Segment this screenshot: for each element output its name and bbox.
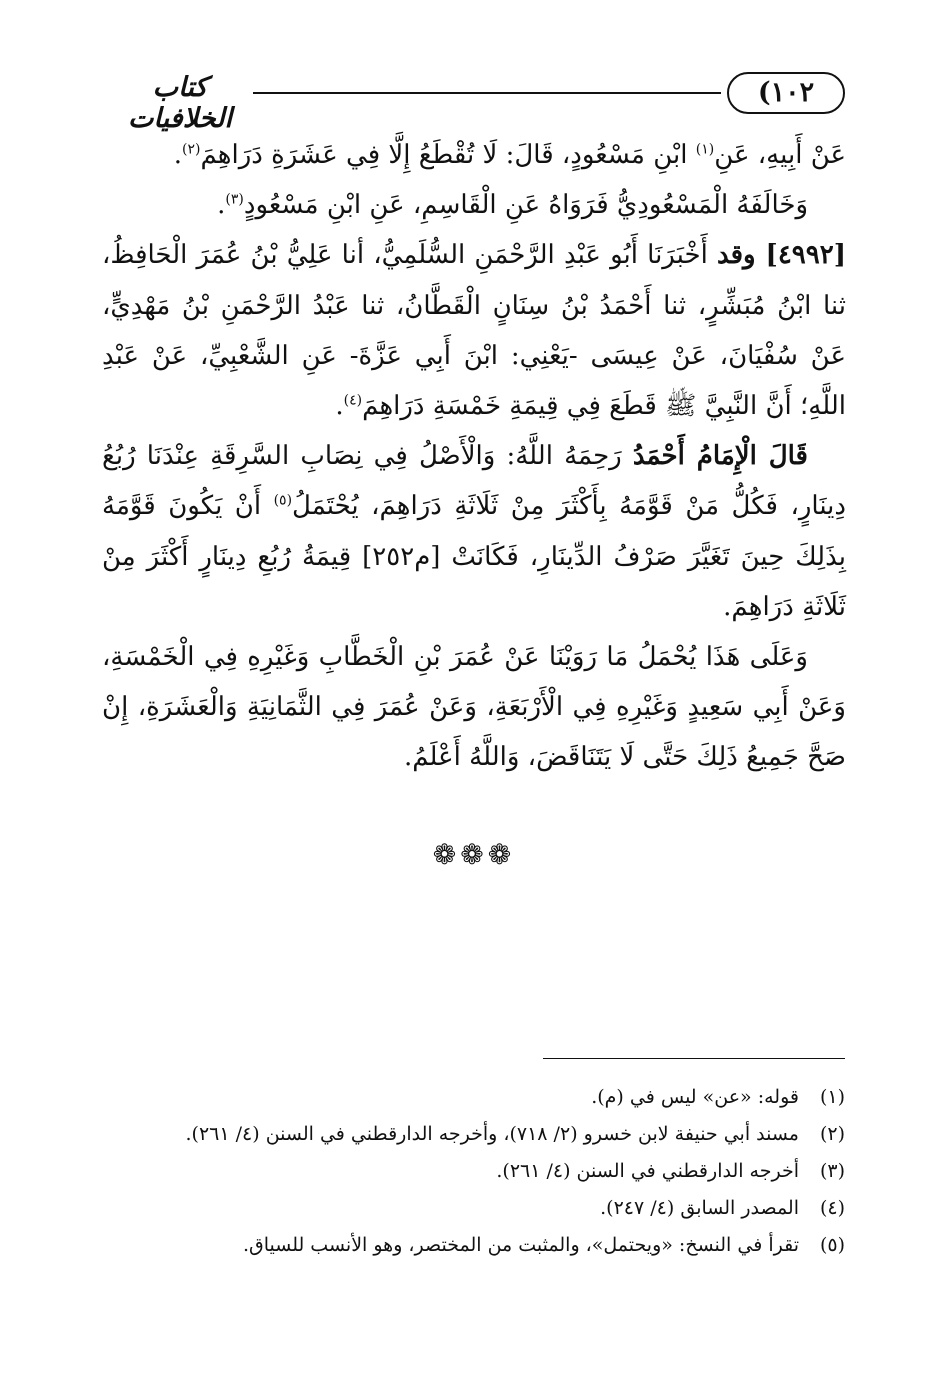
footnote-number: (٢) xyxy=(819,1123,845,1145)
text-segment: أَخْبَرَنَا أَبُو عَبْدِ الرَّحْمَنِ السُّلَمِيُّ، أنا عَلِيُّ بْنُ عُمَرَ الْحَافِظُ، ثنا ابْنُ مُبَشِّرٍ، ثنا أَحْمَدُ بْنُ سِنَانٍ الْقَطَّانُ، ثنا عَبْدُ الرَّحْمَنِ بْنُ مَهْدِيٍّ، عَنْ سُفْيَانَ، عَنْ عِيسَى -يَعْنِي: ابْنَ أَبِي عَزَّةَ- عَنِ الشَّعْبِيِّ، عَنْ عَبْدِ اللَّهِ؛ أَنَّ النَّبِيَّ ﷺ قَطَعَ فِي قِيمَةِ خَمْسَةِ دَرَاهِمَ xyxy=(102,240,846,422)
footnote-number: (١) xyxy=(819,1086,845,1108)
text-marker: وقد xyxy=(716,240,756,271)
main-text xyxy=(102,130,846,783)
footnote-item xyxy=(100,1116,845,1153)
text-segment: وَعَلَى هَذَا يُحْمَلُ مَا رَوَيْنَا عَنْ عُمَرَ بْنِ الْخَطَّابِ وَغَيْرِهِ فِي الْخَمْسَةِ، وَعَنْ أَبِي سَعِيدٍ وَغَيْرِهِ فِي الْأَرْبَعَةِ، وَعَنْ عُمَرَ فِي الثَّمَانِيَةِ وَالْعَشَرَةِ، إِنْ صَحَّ جَمِيعُ ذَلِكَ حَتَّى لَا يَتَنَاقَضَ، وَاللَّهُ أَعْلَمُ. xyxy=(102,642,846,773)
footnotes xyxy=(100,1079,845,1264)
page-header xyxy=(105,64,845,134)
text-segment: رَحِمَهُ اللَّهُ: وَالْأَصْلُ فِي نِصَابِ السَّرِقَةِ عِنْدَنَا رُبُعُ دِينَارٍ، فَكُلُّ مَنْ قَوَّمَهُ بِأَكْثَرَ مِنْ ثَلَاثَةِ دَرَاهِمَ، يُحْتَمَلُ xyxy=(102,441,846,522)
paragraph-3 xyxy=(102,230,846,431)
paragraph-4 xyxy=(102,431,846,632)
footnote-item xyxy=(100,1227,845,1264)
footnote-item xyxy=(100,1190,845,1227)
footnote-item xyxy=(100,1079,845,1116)
text-segment: وَخَالَفَهُ الْمَسْعُودِيُّ فَرَوَاهُ عَنِ الْقَاسِمِ، عَنِ ابْنِ مَسْعُودٍ xyxy=(243,190,808,221)
text-segment: ابْنِ مَسْعُودٍ، قَالَ: لَا تُقْطَعُ إِلَّا فِي عَشَرَةِ دَرَاهِمَ xyxy=(200,140,696,170)
book-title: كتاب الخلافيات xyxy=(128,72,232,134)
footnote-item xyxy=(100,1153,845,1190)
text-segment: . xyxy=(217,190,226,221)
text-segment: أَنْ يَكُونَ قَوَّمَهُ بِذَلِكَ حِينَ تَغَيَّرَ صَرْفُ الدِّينَارِ، فَكَانَتْ [م٢٥٢] قِيمَةُ رُبُعِ دِينَارٍ أَكْثَرَ مِنْ ثَلَاثَةِ دَرَاهِمَ. xyxy=(102,491,846,622)
footnote-rule xyxy=(543,1058,845,1059)
footnote-number: (٤) xyxy=(819,1197,845,1219)
text-segment: عَنْ أَبِيهِ، عَنِ xyxy=(714,140,846,170)
paragraph-2 xyxy=(102,180,846,230)
footnote-number: (٥) xyxy=(819,1234,845,1256)
ornament-divider-icon: ❁❁❁ xyxy=(432,838,516,871)
page-number: (١٠٢ xyxy=(727,72,845,114)
hadith-number: [٤٩٩٢] xyxy=(755,240,847,271)
footnote-text: قوله: «عن» ليس في (م). xyxy=(591,1086,799,1108)
footnote-ref: (٤) xyxy=(343,392,363,409)
footnote-ref: (٥) xyxy=(273,492,293,509)
header-rule xyxy=(253,92,721,94)
footnote-ref: (١) xyxy=(695,141,715,158)
paragraph-1 xyxy=(102,130,846,180)
author-lead: قَالَ الْإِمَامُ أَحْمَدُ xyxy=(632,441,808,472)
text-segment: . xyxy=(173,140,182,170)
footnote-ref: (٣) xyxy=(225,191,244,208)
footnote-text: أخرجه الدارقطني في السنن (٤/ ٢٦١). xyxy=(496,1160,799,1182)
paragraph-5 xyxy=(102,632,846,783)
footnote-text: المصدر السابق (٤/ ٢٤٧). xyxy=(600,1197,799,1219)
footnote-number: (٣) xyxy=(819,1160,845,1182)
footnote-text: تقرأ في النسخ: «ويحتمل»، والمثبت من المختصر، وهو الأنسب للسياق. xyxy=(242,1234,799,1256)
text-segment: . xyxy=(335,391,344,422)
footnote-text: مسند أبي حنيفة لابن خسرو (٢/ ٧١٨)، وأخرجه الدارقطني في السنن (٤/ ٢٦١). xyxy=(185,1123,799,1145)
footnote-ref: (٢) xyxy=(181,141,201,158)
